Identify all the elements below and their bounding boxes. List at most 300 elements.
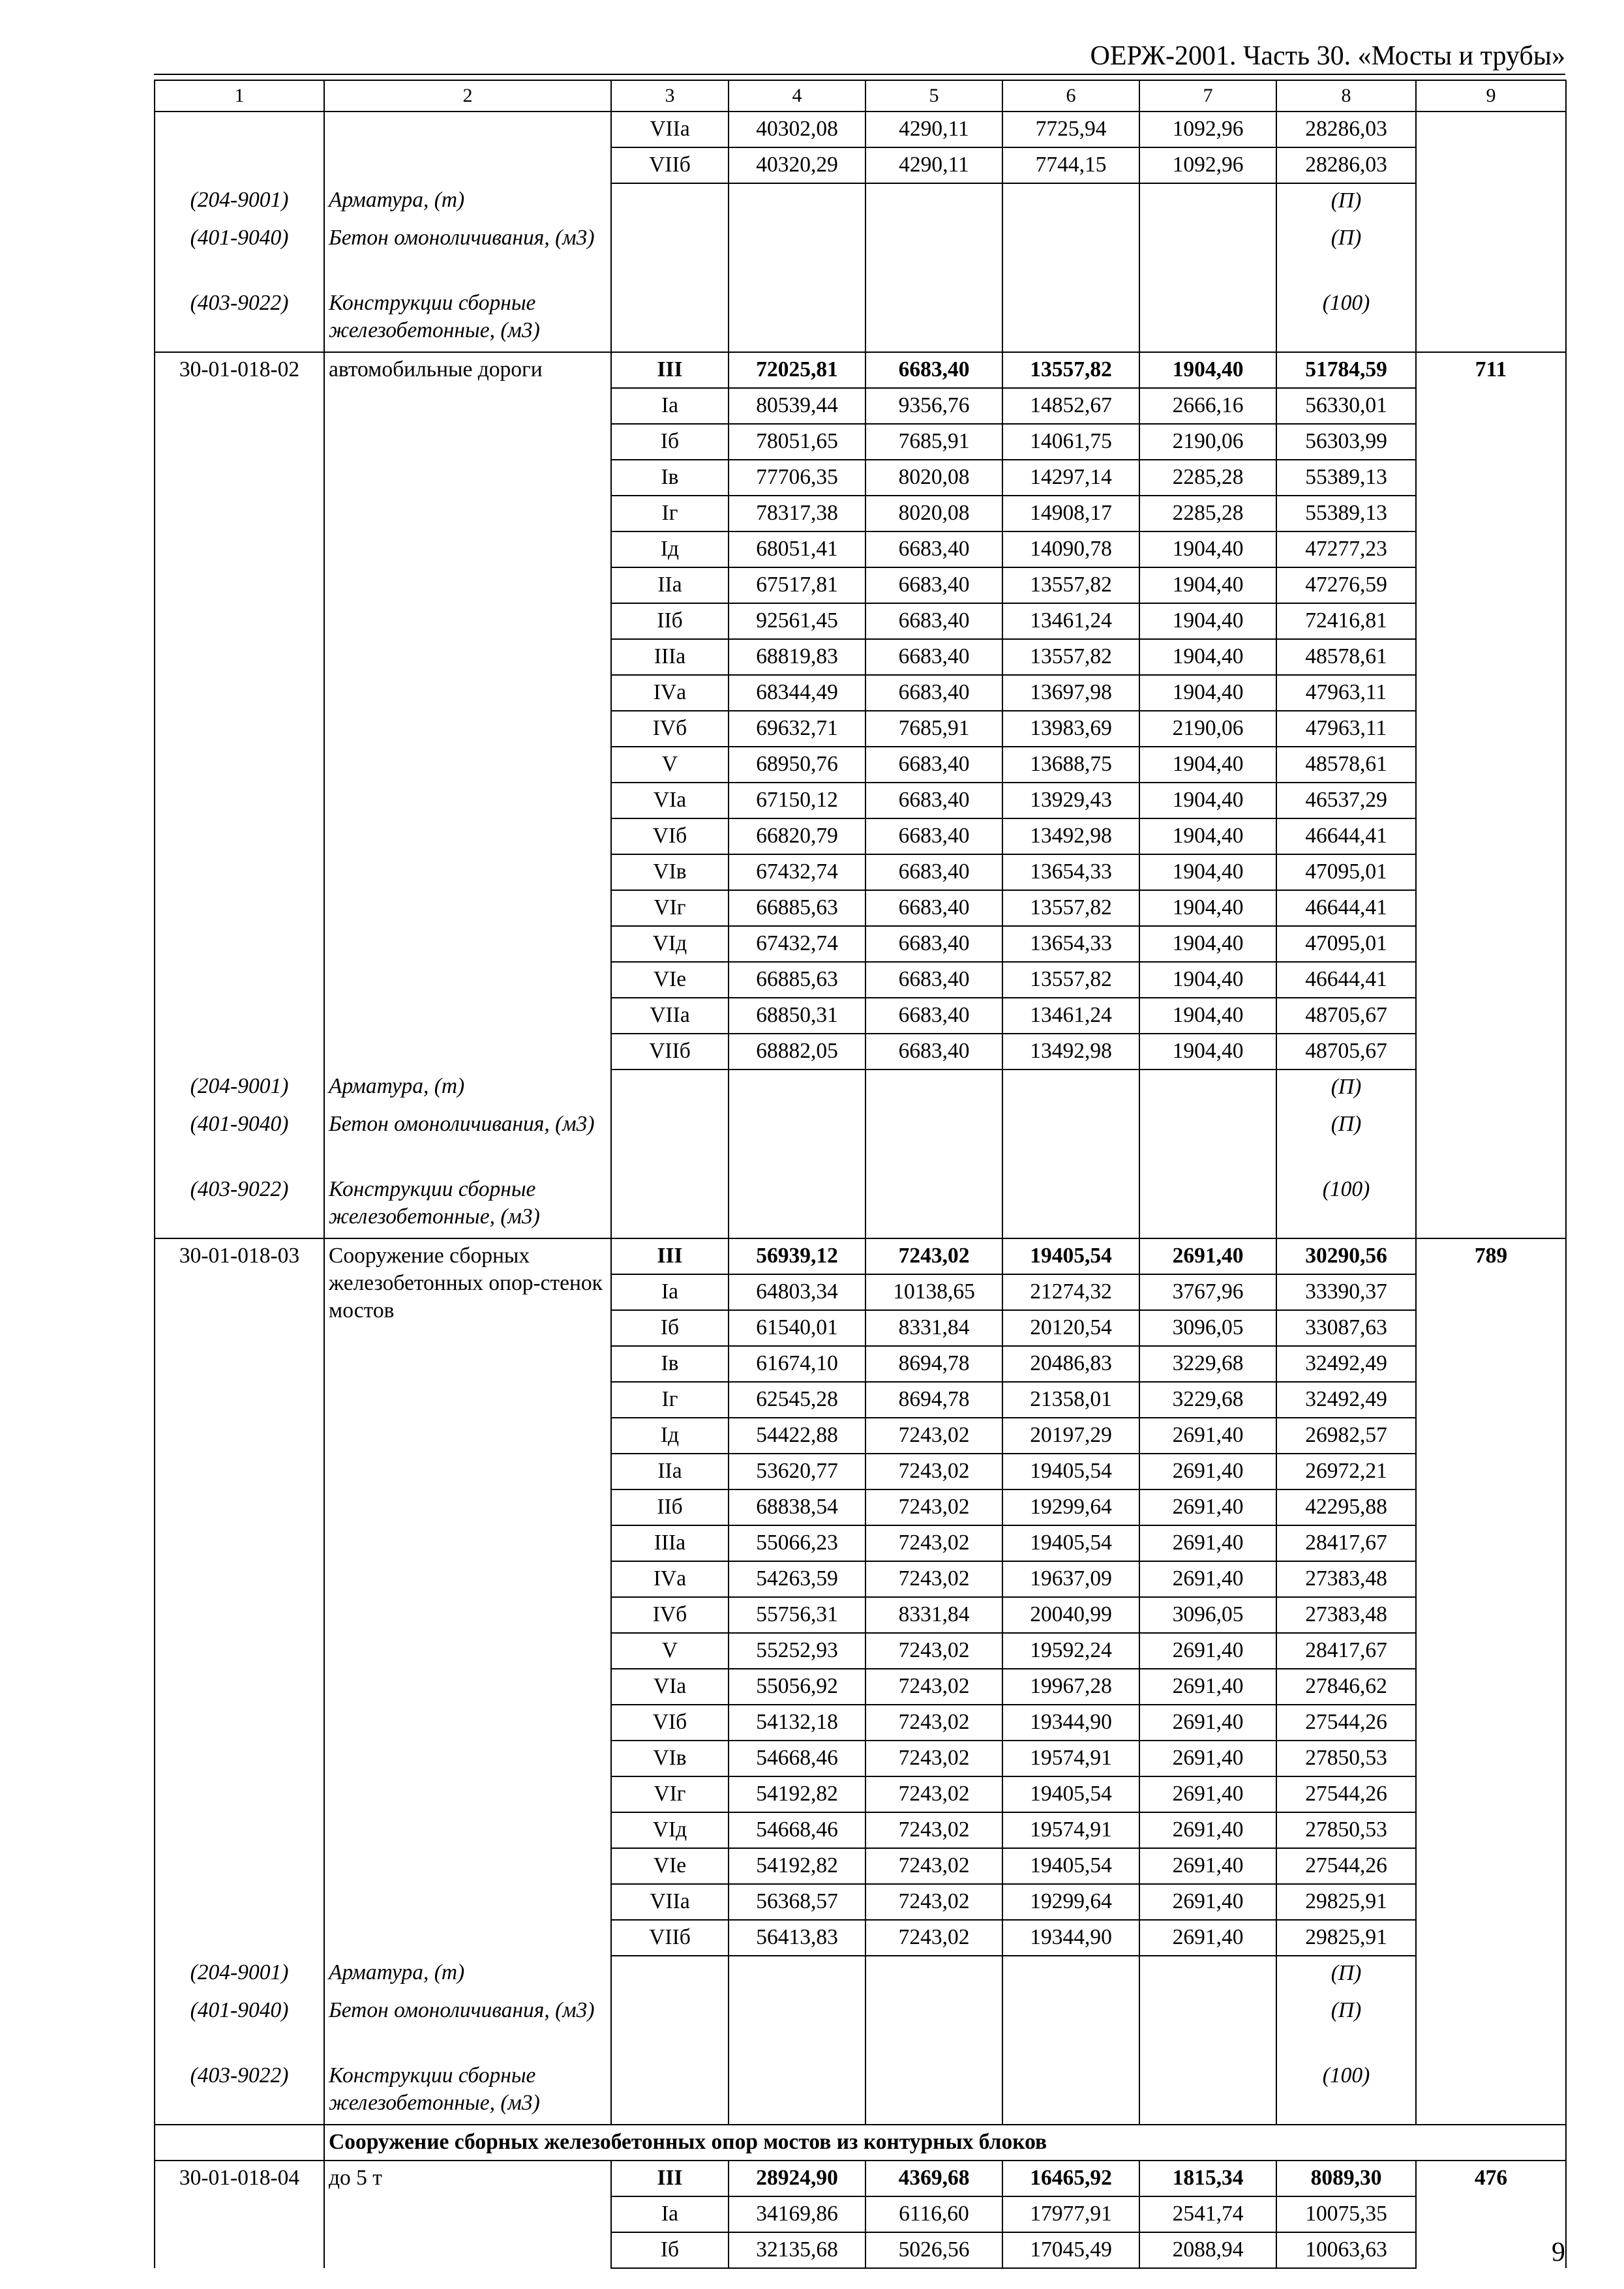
rate-value: 20197,29	[1002, 1418, 1139, 1454]
rate-value: 3096,05	[1139, 1310, 1276, 1346]
empty-cell	[611, 1070, 729, 1107]
material-code: (204-9001)	[155, 1956, 324, 1994]
rate-value: 26982,57	[1276, 1418, 1416, 1454]
rate-value: 51784,59	[1276, 352, 1416, 388]
empty-cell	[865, 1070, 1002, 1107]
rate-value: 48578,61	[1276, 639, 1416, 675]
rate-value: 1904,40	[1139, 352, 1276, 388]
rate-value: 19405,54	[1002, 1776, 1139, 1812]
empty-cell	[1139, 1070, 1276, 1107]
rate-value: 2691,40	[1139, 1238, 1276, 1274]
rate-row	[155, 2161, 1566, 2196]
rate-value: 17045,49	[1002, 2232, 1139, 2268]
rate-value: 40302,08	[729, 112, 865, 147]
zone-label: VIг	[611, 1776, 729, 1812]
rate-value: 68344,49	[729, 675, 865, 711]
rate-value: 6683,40	[865, 531, 1002, 567]
empty-cell	[611, 221, 729, 286]
rate-total: 476	[1416, 2161, 1566, 2268]
zone-label: VIд	[611, 1812, 729, 1848]
rate-value: 54668,46	[729, 1812, 865, 1848]
rate-value: 19574,91	[1002, 1741, 1139, 1776]
rate-row	[155, 1238, 1566, 1274]
column-number: 6	[1002, 80, 1139, 112]
material-name: Бетон омоноличивания, (м3)	[324, 221, 611, 286]
rate-value: 61540,01	[729, 1310, 865, 1346]
rate-value: 19299,64	[1002, 1489, 1139, 1525]
rate-value: 7243,02	[865, 1669, 1002, 1705]
rate-value: 27544,26	[1276, 1776, 1416, 1812]
rate-value: 1815,34	[1139, 2161, 1276, 2196]
rate-value: 7243,02	[865, 1812, 1002, 1848]
rate-value: 77706,35	[729, 460, 865, 496]
rate-value: 68051,41	[729, 531, 865, 567]
empty-cell	[729, 1107, 865, 1173]
rate-value: 42295,88	[1276, 1489, 1416, 1525]
rate-value: 34169,86	[729, 2196, 865, 2232]
empty-cell	[729, 286, 865, 352]
rate-value: 68950,76	[729, 747, 865, 783]
column-number: 5	[865, 80, 1002, 112]
rate-value: 6683,40	[865, 818, 1002, 854]
empty-cell	[729, 1070, 865, 1107]
empty-cell	[1416, 1994, 1566, 2059]
zone-label: Iг	[611, 496, 729, 531]
material-quantity: (П)	[1276, 1956, 1416, 1994]
rate-value: 7243,02	[865, 1633, 1002, 1669]
section-code-cell	[155, 2125, 324, 2161]
zone-label: V	[611, 747, 729, 783]
rate-value: 4290,11	[865, 147, 1002, 183]
material-quantity: (П)	[1276, 1107, 1416, 1173]
rate-value: 14297,14	[1002, 460, 1139, 496]
column-number: 7	[1139, 80, 1276, 112]
rate-value: 7243,02	[865, 1525, 1002, 1561]
empty-cell	[611, 1173, 729, 1238]
material-code: (204-9001)	[155, 183, 324, 221]
material-code: (403-9022)	[155, 1173, 324, 1238]
page-number: 9	[1552, 2237, 1565, 2267]
zone-label: VIд	[611, 926, 729, 962]
rate-value: 54132,18	[729, 1705, 865, 1741]
rate-value: 47276,59	[1276, 567, 1416, 603]
rate-value: 72025,81	[729, 352, 865, 388]
rate-value: 28924,90	[729, 2161, 865, 2196]
rate-value: 1904,40	[1139, 854, 1276, 890]
rate-value: 6683,40	[865, 890, 1002, 926]
rate-total: 789	[1416, 1238, 1566, 1956]
empty-cell	[1416, 1107, 1566, 1173]
zone-label: VIIа	[611, 998, 729, 1034]
material-code: (204-9001)	[155, 1070, 324, 1107]
rate-value: 68882,05	[729, 1034, 865, 1070]
rate-value: 13492,98	[1002, 1034, 1139, 1070]
rate-value: 2541,74	[1139, 2196, 1276, 2232]
column-number: 8	[1276, 80, 1416, 112]
empty-cell	[865, 2059, 1002, 2125]
zone-label: VIIб	[611, 1920, 729, 1956]
rate-value: 1904,40	[1139, 926, 1276, 962]
rate-value: 13461,24	[1002, 998, 1139, 1034]
rate-value: 27544,26	[1276, 1848, 1416, 1884]
rate-value: 2691,40	[1139, 1489, 1276, 1525]
material-quantity: (П)	[1276, 1994, 1416, 2059]
zone-label: VIв	[611, 854, 729, 890]
empty-cell	[729, 221, 865, 286]
zone-label: IIIа	[611, 639, 729, 675]
header-rule	[154, 74, 1565, 75]
zone-label: VIе	[611, 962, 729, 998]
material-quantity: (П)	[1276, 1070, 1416, 1107]
rate-value: 66885,63	[729, 890, 865, 926]
empty-cell	[611, 2059, 729, 2125]
rate-value: 56303,99	[1276, 424, 1416, 460]
rate-value: 7685,91	[865, 711, 1002, 747]
rate-value: 28417,67	[1276, 1525, 1416, 1561]
rate-value: 13983,69	[1002, 711, 1139, 747]
rate-value: 48705,67	[1276, 998, 1416, 1034]
rate-value: 2691,40	[1139, 1920, 1276, 1956]
empty-cell	[729, 1994, 865, 2059]
zone-label: Iб	[611, 424, 729, 460]
rate-value: 47963,11	[1276, 675, 1416, 711]
empty-cell	[865, 183, 1002, 221]
rate-code: 30-01-018-02	[155, 352, 324, 1070]
material-code: (401-9040)	[155, 221, 324, 286]
rate-value: 14908,17	[1002, 496, 1139, 531]
rate-value: 27850,53	[1276, 1812, 1416, 1848]
rate-value: 19344,90	[1002, 1705, 1139, 1741]
rate-value: 33087,63	[1276, 1310, 1416, 1346]
rate-value: 7685,91	[865, 424, 1002, 460]
rate-value: 13929,43	[1002, 783, 1139, 818]
rate-value: 28286,03	[1276, 112, 1416, 147]
rate-value: 29825,91	[1276, 1920, 1416, 1956]
rate-value: 6683,40	[865, 352, 1002, 388]
material-row	[155, 1994, 1566, 2059]
column-number-row	[155, 80, 1566, 112]
rate-code: 30-01-018-04	[155, 2161, 324, 2268]
material-row	[155, 2059, 1566, 2125]
rate-value: 14852,67	[1002, 388, 1139, 424]
empty-cell	[865, 1956, 1002, 1994]
rate-value: 19405,54	[1002, 1238, 1139, 1274]
rate-value: 21274,32	[1002, 1274, 1139, 1310]
rate-row	[155, 112, 1566, 147]
rate-value: 6683,40	[865, 1034, 1002, 1070]
zone-label: Iд	[611, 531, 729, 567]
material-name: Конструкции сборные железобетонные, (м3)	[324, 2059, 611, 2125]
rate-value: 28417,67	[1276, 1633, 1416, 1669]
zone-label: VIIа	[611, 1884, 729, 1920]
rate-value: 6683,40	[865, 567, 1002, 603]
rate-value: 53620,77	[729, 1454, 865, 1489]
rate-value: 1904,40	[1139, 890, 1276, 926]
rate-value: 7243,02	[865, 1489, 1002, 1525]
material-name: Бетон омоноличивания, (м3)	[324, 1994, 611, 2059]
rate-value: 1904,40	[1139, 531, 1276, 567]
empty-cell	[729, 1173, 865, 1238]
rate-value: 80539,44	[729, 388, 865, 424]
material-row	[155, 1107, 1566, 1173]
rate-value: 6683,40	[865, 639, 1002, 675]
empty-cell	[1416, 1070, 1566, 1107]
rate-value: 78317,38	[729, 496, 865, 531]
empty-cell	[611, 183, 729, 221]
empty-cell	[1002, 1956, 1139, 1994]
rate-value: 47963,11	[1276, 711, 1416, 747]
zone-label: Iб	[611, 1310, 729, 1346]
rate-value: 19405,54	[1002, 1848, 1139, 1884]
rate-value: 20040,99	[1002, 1597, 1139, 1633]
zone-label: IIIа	[611, 1525, 729, 1561]
empty-cell	[611, 286, 729, 352]
rate-value: 54668,46	[729, 1741, 865, 1776]
empty-cell	[1139, 1956, 1276, 1994]
column-number: 9	[1416, 80, 1566, 112]
zone-label: IVб	[611, 711, 729, 747]
rate-value: 1904,40	[1139, 567, 1276, 603]
rate-value: 3229,68	[1139, 1382, 1276, 1418]
zone-label: III	[611, 2161, 729, 2196]
rate-value: 48705,67	[1276, 1034, 1416, 1070]
material-row	[155, 221, 1566, 286]
material-name: Конструкции сборные железобетонные, (м3)	[324, 286, 611, 352]
rate-value: 56330,01	[1276, 388, 1416, 424]
material-code: (403-9022)	[155, 2059, 324, 2125]
zone-label: Iв	[611, 460, 729, 496]
rate-value: 46644,41	[1276, 962, 1416, 998]
page-header: ОЕРЖ-2001. Часть 30. «Мосты и трубы»	[1090, 41, 1565, 71]
rate-value: 2691,40	[1139, 1633, 1276, 1669]
rate-value: 1904,40	[1139, 818, 1276, 854]
rate-value: 56939,12	[729, 1238, 865, 1274]
zone-label: VIв	[611, 1741, 729, 1776]
zone-label: III	[611, 352, 729, 388]
rate-value: 54192,82	[729, 1848, 865, 1884]
empty-cell	[1416, 221, 1566, 286]
zone-label: VIг	[611, 890, 729, 926]
rate-value: 10063,63	[1276, 2232, 1416, 2268]
rate-value: 3229,68	[1139, 1346, 1276, 1382]
rate-value: 26972,21	[1276, 1454, 1416, 1489]
rate-value: 2691,40	[1139, 1454, 1276, 1489]
column-number: 1	[155, 80, 324, 112]
rate-value: 14061,75	[1002, 424, 1139, 460]
empty-cell	[1139, 221, 1276, 286]
zone-label: VIIа	[611, 112, 729, 147]
rate-code	[155, 112, 324, 183]
rate-title	[324, 112, 611, 183]
rate-value: 32492,49	[1276, 1382, 1416, 1418]
rate-value: 78051,65	[729, 424, 865, 460]
empty-cell	[1002, 1107, 1139, 1173]
rate-value: 1904,40	[1139, 675, 1276, 711]
empty-cell	[865, 1173, 1002, 1238]
empty-cell	[1002, 2059, 1139, 2125]
rate-value: 13654,33	[1002, 854, 1139, 890]
material-row	[155, 1956, 1566, 1994]
rate-value: 7243,02	[865, 1454, 1002, 1489]
rate-value: 68850,31	[729, 998, 865, 1034]
rate-value: 7243,02	[865, 1705, 1002, 1741]
rate-value: 1904,40	[1139, 639, 1276, 675]
rate-value: 8694,78	[865, 1346, 1002, 1382]
rate-value: 67432,74	[729, 926, 865, 962]
rate-value: 64803,34	[729, 1274, 865, 1310]
column-number: 4	[729, 80, 865, 112]
rate-value: 68819,83	[729, 639, 865, 675]
zone-label: VIе	[611, 1848, 729, 1884]
rate-value: 67432,74	[729, 854, 865, 890]
rate-title: до 5 т	[324, 2161, 611, 2268]
rate-value: 7243,02	[865, 1884, 1002, 1920]
material-row	[155, 1173, 1566, 1238]
empty-cell	[1416, 1173, 1566, 1238]
empty-cell	[1139, 183, 1276, 221]
rate-value: 66820,79	[729, 818, 865, 854]
rate-value: 6683,40	[865, 962, 1002, 998]
empty-cell	[1002, 221, 1139, 286]
zone-label: Iа	[611, 2196, 729, 2232]
rate-value: 4290,11	[865, 112, 1002, 147]
rate-value: 2190,06	[1139, 424, 1276, 460]
rate-value: 55066,23	[729, 1525, 865, 1561]
rate-value: 69632,71	[729, 711, 865, 747]
rate-value: 67150,12	[729, 783, 865, 818]
empty-cell	[611, 1956, 729, 1994]
rate-value: 1904,40	[1139, 603, 1276, 639]
zone-label: VIа	[611, 1669, 729, 1705]
zone-label: Iб	[611, 2232, 729, 2268]
rate-value: 32492,49	[1276, 1346, 1416, 1382]
rate-value: 2691,40	[1139, 1525, 1276, 1561]
empty-cell	[1416, 2059, 1566, 2125]
rate-value: 1904,40	[1139, 783, 1276, 818]
rate-value: 2691,40	[1139, 1741, 1276, 1776]
rate-value: 6683,40	[865, 747, 1002, 783]
rate-value: 10075,35	[1276, 2196, 1416, 2232]
rate-value: 7243,02	[865, 1418, 1002, 1454]
zone-label: VIб	[611, 818, 729, 854]
rate-title: Сооружение сборных железобетонных опор-стенок мостов	[324, 1238, 611, 1956]
zone-label: VIIб	[611, 1034, 729, 1070]
rate-value: 6116,60	[865, 2196, 1002, 2232]
zone-label: IIб	[611, 603, 729, 639]
rate-value: 2088,94	[1139, 2232, 1276, 2268]
rate-value: 3096,05	[1139, 1597, 1276, 1633]
zone-label: IVа	[611, 675, 729, 711]
rate-code: 30-01-018-03	[155, 1238, 324, 1956]
rate-value: 2285,28	[1139, 460, 1276, 496]
rate-value: 62545,28	[729, 1382, 865, 1418]
material-quantity: (П)	[1276, 221, 1416, 286]
rate-value: 48578,61	[1276, 747, 1416, 783]
rate-value: 8331,84	[865, 1310, 1002, 1346]
rate-value: 19967,28	[1002, 1669, 1139, 1705]
rate-value: 68838,54	[729, 1489, 865, 1525]
empty-cell	[1139, 2059, 1276, 2125]
rate-value: 10138,65	[865, 1274, 1002, 1310]
zone-label: IVа	[611, 1561, 729, 1597]
rate-value: 1904,40	[1139, 962, 1276, 998]
rate-value: 7725,94	[1002, 112, 1139, 147]
zone-label: Iа	[611, 388, 729, 424]
rate-value: 1904,40	[1139, 747, 1276, 783]
rate-value: 17977,91	[1002, 2196, 1139, 2232]
rate-value: 9356,76	[865, 388, 1002, 424]
rate-value: 13697,98	[1002, 675, 1139, 711]
rate-value: 6683,40	[865, 926, 1002, 962]
rate-value: 55389,13	[1276, 496, 1416, 531]
rate-value: 8020,08	[865, 496, 1002, 531]
zone-label: VIа	[611, 783, 729, 818]
rate-value: 46537,29	[1276, 783, 1416, 818]
zone-label: V	[611, 1633, 729, 1669]
empty-cell	[729, 183, 865, 221]
rate-value: 47095,01	[1276, 926, 1416, 962]
rate-value: 6683,40	[865, 854, 1002, 890]
empty-cell	[865, 221, 1002, 286]
rate-value: 27383,48	[1276, 1597, 1416, 1633]
material-name: Арматура, (т)	[324, 1956, 611, 1994]
rate-value: 33390,37	[1276, 1274, 1416, 1310]
empty-cell	[1416, 286, 1566, 352]
rate-value: 13557,82	[1002, 352, 1139, 388]
rate-value: 7744,15	[1002, 147, 1139, 183]
rate-value: 21358,01	[1002, 1382, 1139, 1418]
rate-value: 19637,09	[1002, 1561, 1139, 1597]
rate-value: 4369,68	[865, 2161, 1002, 2196]
rate-value: 16465,92	[1002, 2161, 1139, 2196]
rate-value: 28286,03	[1276, 147, 1416, 183]
empty-cell	[1416, 183, 1566, 221]
rate-value: 2691,40	[1139, 1812, 1276, 1848]
rate-value: 56368,57	[729, 1884, 865, 1920]
column-number: 2	[324, 80, 611, 112]
rate-value: 13557,82	[1002, 890, 1139, 926]
rate-value: 54263,59	[729, 1561, 865, 1597]
empty-cell	[1139, 1173, 1276, 1238]
zone-label: IVб	[611, 1597, 729, 1633]
rate-total	[1416, 112, 1566, 183]
rate-value: 55389,13	[1276, 460, 1416, 496]
rate-value: 19592,24	[1002, 1633, 1139, 1669]
rate-value: 20120,54	[1002, 1310, 1139, 1346]
rate-value: 54192,82	[729, 1776, 865, 1812]
rate-value: 47277,23	[1276, 531, 1416, 567]
rate-value: 8020,08	[865, 460, 1002, 496]
material-quantity: (100)	[1276, 1173, 1416, 1238]
empty-cell	[865, 1107, 1002, 1173]
rate-value: 6683,40	[865, 998, 1002, 1034]
rate-value: 55756,31	[729, 1597, 865, 1633]
rate-value: 6683,40	[865, 783, 1002, 818]
rate-value: 2285,28	[1139, 496, 1276, 531]
empty-cell	[1002, 1070, 1139, 1107]
material-code: (403-9022)	[155, 286, 324, 352]
material-name: Арматура, (т)	[324, 1070, 611, 1107]
rate-value: 1904,40	[1139, 1034, 1276, 1070]
rate-value: 30290,56	[1276, 1238, 1416, 1274]
empty-cell	[729, 2059, 865, 2125]
rate-value: 2666,16	[1139, 388, 1276, 424]
zone-label: Iа	[611, 1274, 729, 1310]
material-name: Бетон омоноличивания, (м3)	[324, 1107, 611, 1173]
zone-label: IIа	[611, 567, 729, 603]
rate-value: 55252,93	[729, 1633, 865, 1669]
rate-value: 3767,96	[1139, 1274, 1276, 1310]
